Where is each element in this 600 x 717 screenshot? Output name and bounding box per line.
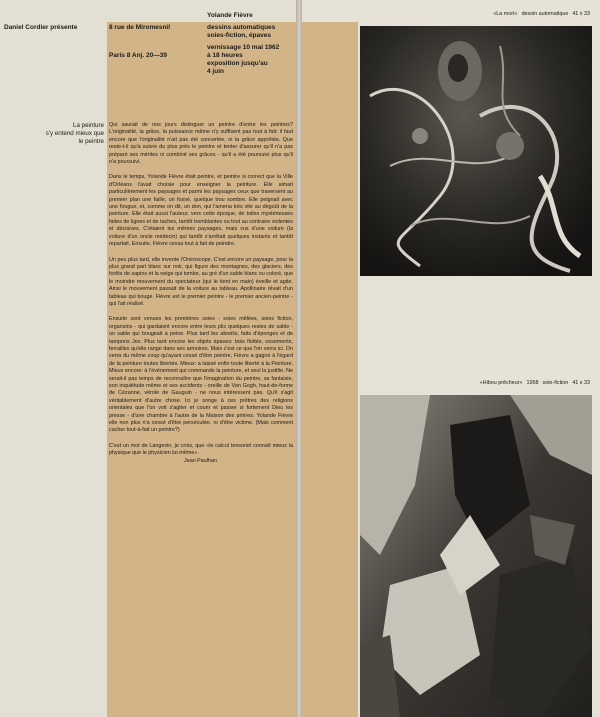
vernissage-time: à 18 heures [207, 52, 243, 59]
left-page [0, 0, 296, 717]
exhibition-until: exposition jusqu'au [207, 60, 268, 67]
paragraph: Dans le temps, Yolande Fièvre était peintre, et peintre si correct que la Ville d'Orléans l'avait choisie pour enseigner la peinture. Elle aimait particulièrement les paysages et parmi les paysages ceux que traversent au premier plan une faille, un fossé, quelque trou sombre. Elle peignait avec une fougue, et, comme on dit, un don, qui l'amena très vite au dégoût de la peinture. Elle était aussi l'auteur, vers cette époque, de toiles mystérieuses faites de lignes et de taches, tantôt tremblantes ou tout au contraire violentes et décisives. C'étaient les mêmes paysages, mais vus d'une voiture (la voiture d'un oncle médecin) qui tantôt s'arrêtait quelques instants et tantôt repartait. Ensuite, Fièvre cessa tout à fait de peindre. [109, 174, 293, 248]
exhibition-subtitle: soies-fiction, épaves [207, 32, 271, 39]
exhibition-subtitle: dessins automatiques [207, 24, 276, 31]
vernissage-date: vernissage 10 mai 1962 [207, 44, 280, 51]
paragraph: Ensuite sont venues les premières soies - soies mêlées, soies fiction, organsins - qui gardaient encore entre leurs plis quelques restes de sable - un sable qui bougeait à peine. Plus tard les abreilis, faits d'éponges et de tampons Jex. Plus tard encore les objets épaves: bois flottés, ossements, ferrailles qu'elle range dans ses armoires. Mais c'est ce que l'on verra ici. On verra du même coup qu'ayant cessé d'être peintre, Fièvre a gagné à l'égard de la peinture toutes libertés. Mieux: a laissé enfin toute liberté à la Peinture. Mieux encore: à l'événement qui commande la peinture, et seul la justifie. Ne serait-il pas temps de reconnaître que l'imagination du peintre, sa fantaisie, son inquiétude même et ses accidents - oreille de Van Gogh, haut-de-forme de Cézanne, vérole de Gauguin - ne nous intéressent pas. Qu'il s'agit véritablement d'autre chose. Ici je songe à ces prêtres des religions orientales que l'on voit s'agiter et courir et passer si fortement Dieu les presse - d'une chambre à l'autre de la Maison des prières. Yolande Fièvre elle non plus n'a cessé d'être persécutée, ni d'être victime. (Mais comment cacher tout-à-fait un peintre?) [109, 316, 293, 434]
artwork-la-mort-drawing [360, 26, 592, 276]
artwork-hibou-precheur-drawing [360, 395, 592, 717]
paragraph: Qui saurait de nos jours distinguer un peintre d'entre les peintres? L'originalité, la grâce, la puissance même n'y suffisent pas tout à fait: il faut encore que l'originalité n'ait pas été concertée, ni la grâce apprêtée. Que reste-t-il qu'a suivre du plus près le peintre et tenter d'assurer qu'il n'a pas préparé ses mérites ni combiné ses grâces - qu'il a été poursuivi plus qu'il n'a poursuivi. [109, 122, 293, 166]
sidebar-quote: La peinture s'y entend mieux que le peintre [45, 122, 104, 145]
caption-bottom: «Hibou prêcheur» 1958 soie-fiction 41 x 33 [479, 380, 590, 386]
author-signature: Jean Paulhan [184, 457, 217, 464]
paragraph: C'est un mot de Langevin, je crois, que «le calcul tensoriel connaît mieux la physique que le physicien lui-même». [109, 442, 293, 457]
gallery-address: 8 rue de Miromesnil [109, 24, 171, 31]
ochre-panel [302, 22, 358, 717]
caption-top: «La mort» dessin automatique 41 x 33 [493, 11, 590, 17]
artist-name: Yolande Fièvre [207, 12, 253, 19]
gallery-city-phone: Paris 8 Anj. 20—39 [109, 52, 167, 59]
paragraph: Un peu plus tard, elle invente l'Oniroscope. C'est encore un paysage, pour la plus grand part blanc sur noir, qui figure des montagnes, des glaciers, des forêts de sapins et la neige qui tombe, au gré d'un sable blanc ou coloré, que le moindre mouvement du spectateur (qui le tient en main) éveille et agite. Ainsi le mouvement passait de la voiture au tableau. Apollinaire rêvait d'un tableau qui bouge. Fièvre est le premier peintre - le premier ancien-peintre - qui l'ait réalisé. [109, 256, 293, 307]
artwork-la-mort-image [360, 26, 592, 276]
right-page [302, 0, 600, 717]
presenter-line: Daniel Cordier présente [4, 24, 78, 31]
article-body [109, 122, 293, 465]
artwork-hibou-precheur-image [360, 395, 592, 717]
exhibition-end-date: 4 juin [207, 68, 224, 75]
exhibition-info [207, 12, 279, 76]
